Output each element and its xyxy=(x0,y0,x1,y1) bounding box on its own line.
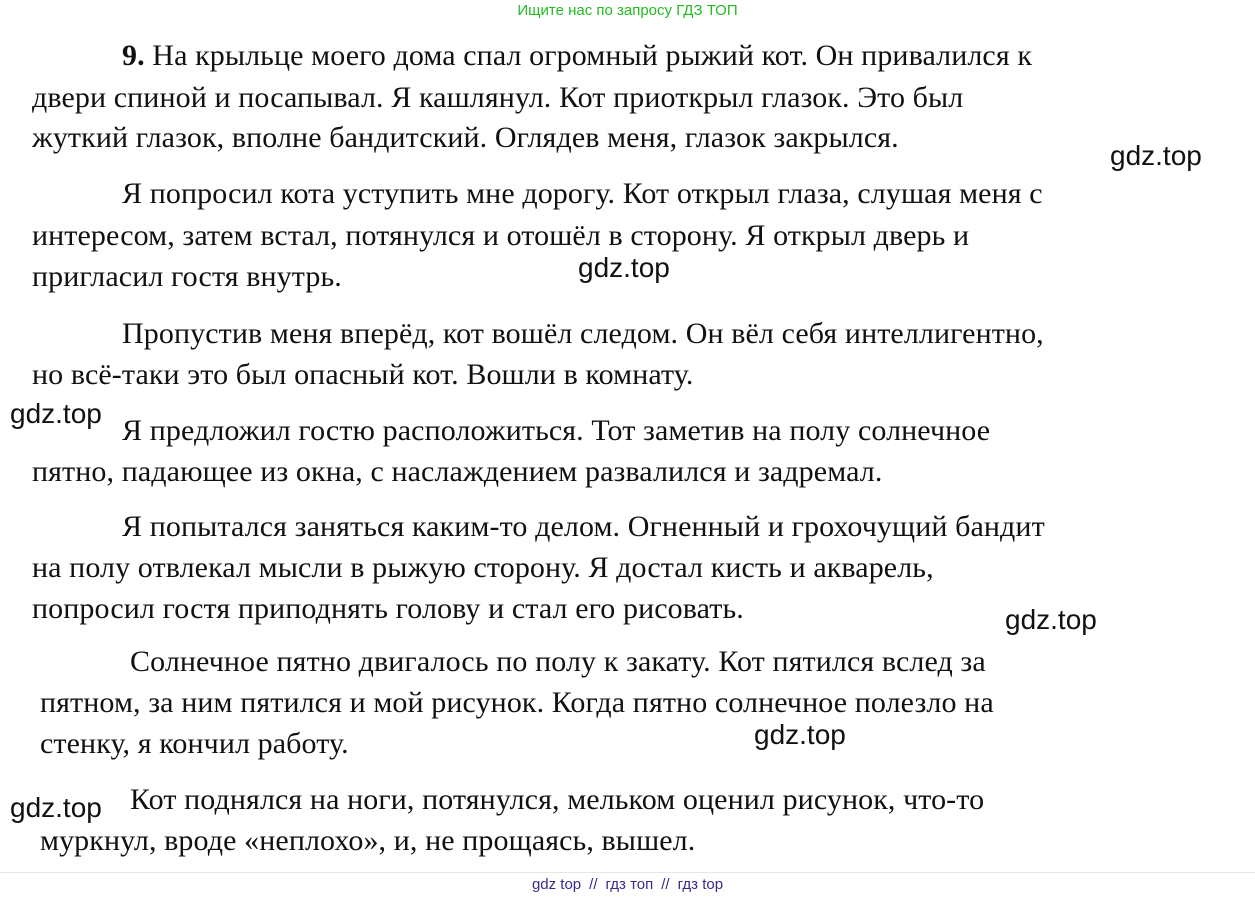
text-line: Солнечное пятно двигалось по полу к закату. Кот пятился вслед за xyxy=(130,645,986,678)
exercise-number: 9. xyxy=(122,39,145,72)
footer-link-gdz-top-mixed[interactable]: гдз top xyxy=(677,876,724,893)
text-line: но всё-таки это был опасный кот. Вошли в комнату. xyxy=(32,358,694,391)
text-line: Я попросил кота уступить мне дорогу. Кот открыл глаза, слушая меня с xyxy=(122,177,1043,210)
watermark: gdz.top xyxy=(578,252,670,283)
watermark: gdz.top xyxy=(754,719,846,750)
text-line: муркнул, вроде «неплохо», и, не прощаясь, вышел. xyxy=(40,824,696,857)
top-banner: Ищите нас по запросу ГДЗ ТОП xyxy=(517,2,738,19)
footer-divider xyxy=(0,872,1255,873)
text-line: пятно, падающее из окна, с наслаждением развалился и задремал. xyxy=(32,455,883,488)
watermark: gdz.top xyxy=(10,398,102,429)
text-line: на полу отвлекал мысли в рыжую сторону. Я достал кисть и акварель, xyxy=(32,551,934,584)
watermark: gdz.top xyxy=(1110,140,1202,171)
watermark: gdz.top xyxy=(10,792,102,823)
text-line: двери спиной и посапывал. Я кашлянул. Кот приоткрыл глазок. Это был xyxy=(32,81,964,114)
text-line: пятном, за ним пятился и мой рисунок. Когда пятно солнечное полезло на xyxy=(40,686,994,719)
footer-link-gdz-top-ru[interactable]: гдз топ xyxy=(605,876,654,893)
footer xyxy=(0,876,1255,893)
footer-separator: // xyxy=(661,876,670,893)
footer-separator: // xyxy=(589,876,598,893)
watermark: gdz.top xyxy=(1005,604,1097,635)
text-line: попросил гостя приподнять голову и стал его рисовать. xyxy=(32,592,744,625)
text-line: Кот поднялся на ноги, потянулся, мельком оценил рисунок, что-то xyxy=(130,783,985,816)
text-line: пригласил гостя внутрь. xyxy=(32,260,342,293)
text-line: стенку, я кончил работу. xyxy=(40,727,349,760)
text-line: Я предложил гостю расположиться. Тот заметив на полу солнечное xyxy=(122,414,991,447)
text-line: жуткий глазок, вполне бандитский. Оглядев меня, глазок закрылся. xyxy=(32,121,899,154)
text-line: 9. На крыльце моего дома спал огромный рыжий кот. Он привалился к xyxy=(122,39,1033,72)
text-line: Пропустив меня вперёд, кот вошёл следом. Он вёл себя интеллигентно, xyxy=(122,317,1044,350)
text-line: интересом, затем встал, потянулся и отошёл в сторону. Я открыл дверь и xyxy=(32,219,970,252)
footer-link-gdz-top[interactable]: gdz top xyxy=(531,876,582,893)
text-line: Я попытался заняться каким-то делом. Огненный и грохочущий бандит xyxy=(122,510,1045,543)
